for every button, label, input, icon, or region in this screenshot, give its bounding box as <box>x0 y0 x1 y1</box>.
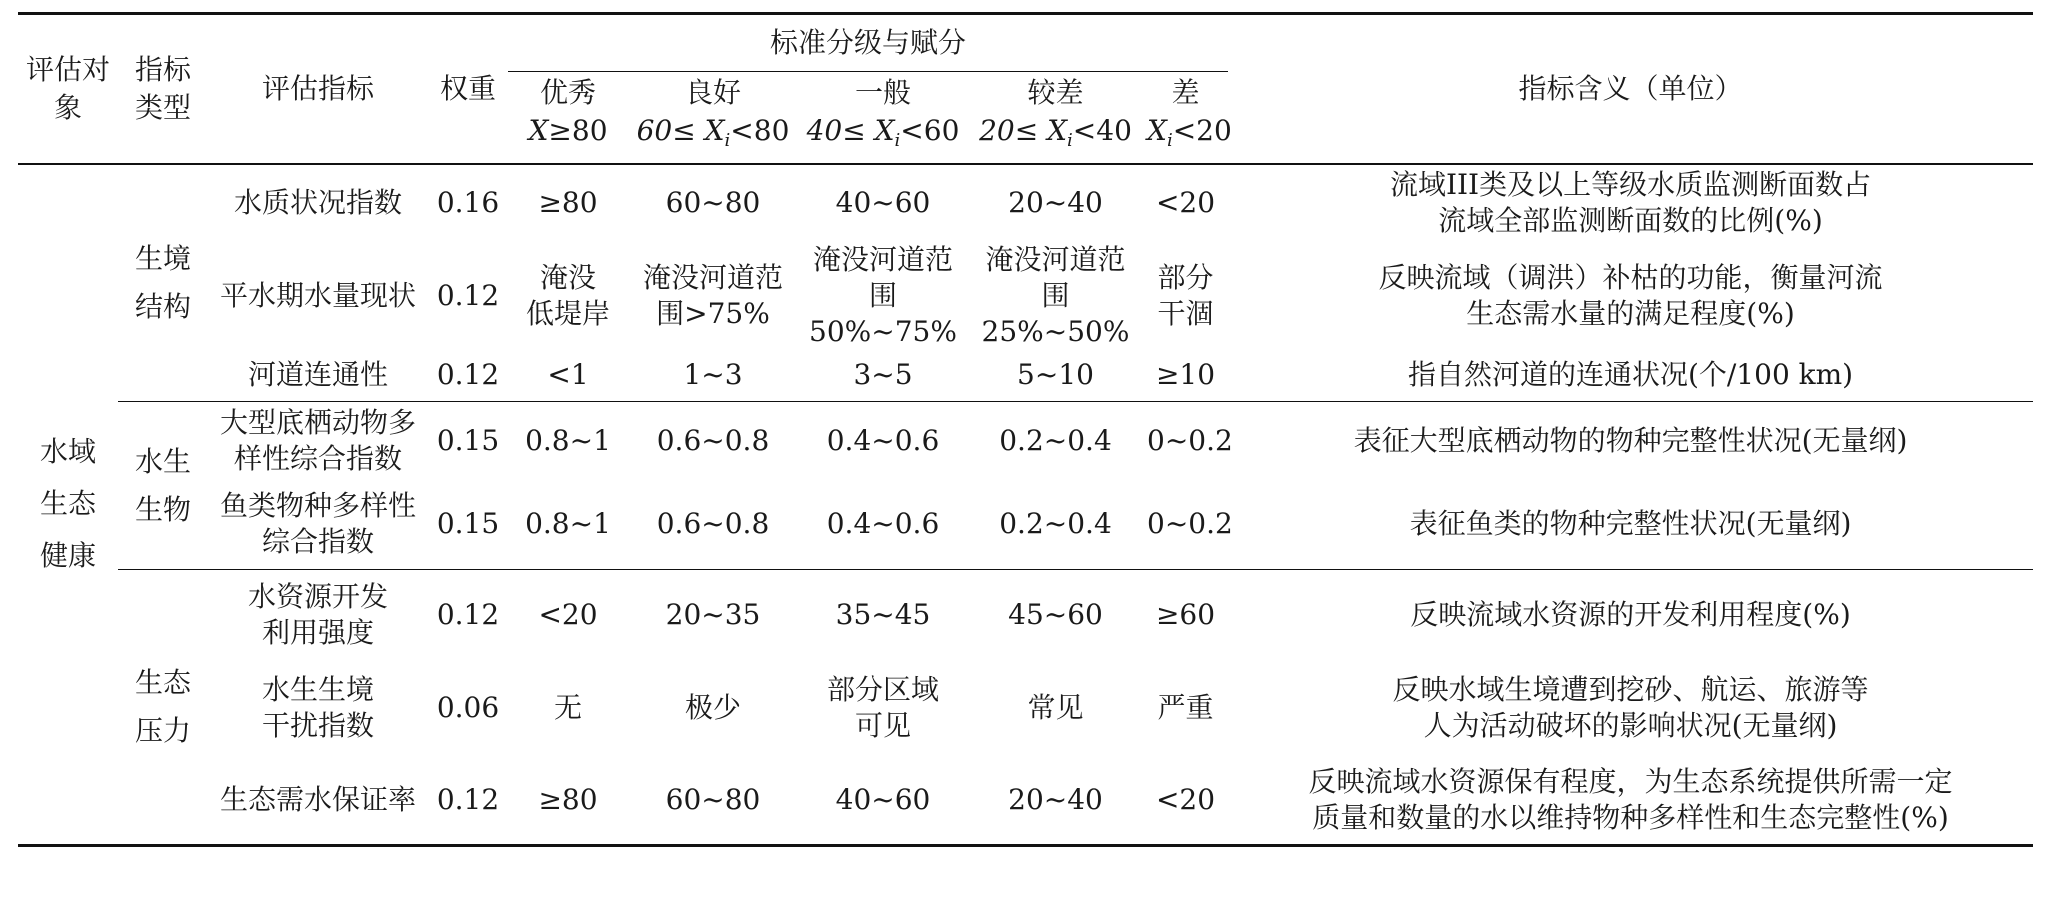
grade-value-cell: <20 <box>538 597 598 631</box>
grade-range-pre: X <box>1147 114 1167 148</box>
header-indicator: 评估指标 <box>261 71 374 105</box>
indicator-type-cell: 水生 生物 <box>134 444 191 526</box>
grade-value-cell: 淹没河道范 围>75% <box>642 260 783 330</box>
grade-range <box>802 112 964 160</box>
grade-range-pre: 40≤ X <box>806 114 895 148</box>
grade-value-cell: 0.6~0.8 <box>656 507 770 541</box>
grade-value-cell: 0.8~1 <box>525 507 611 541</box>
table-row <box>18 164 2033 242</box>
grade-value-cell: 40~60 <box>835 186 931 219</box>
grade-range-post: ≥80 <box>548 114 608 148</box>
table-row <box>18 350 2033 402</box>
grade-value-cell: 0.8~1 <box>525 423 611 457</box>
header-object: 评估对象 <box>25 52 110 124</box>
grade-range-pre: X <box>528 114 549 148</box>
header-meaning: 指标含义（单位） <box>1518 71 1743 105</box>
header-grade-0 <box>508 72 628 164</box>
meaning-cell: 反映流域（调洪）补枯的功能，衡量河流 生态需水量的满足程度(%) <box>1378 260 1883 330</box>
grade-value-cell: 5~10 <box>1017 358 1094 392</box>
weight-cell: 0.15 <box>436 507 500 541</box>
grade-value-cell: <20 <box>1155 186 1216 219</box>
indicator-cell: 生态需水保证率 <box>219 782 416 816</box>
header-weight: 权重 <box>439 71 496 105</box>
grade-value-cell: ≥80 <box>538 186 598 219</box>
grade-range-pre: 20≤ X <box>979 114 1068 148</box>
grade-value-cell: 无 <box>553 690 582 724</box>
grade-range <box>512 112 624 160</box>
grade-range-post: <60 <box>900 114 960 148</box>
indicator-cell: 水生生境 干扰指数 <box>261 672 374 742</box>
grade-value-cell: 0.6~0.8 <box>656 423 770 457</box>
grade-range-sub: i <box>894 130 901 152</box>
meaning-cell: 流域III类及以上等级水质监测断面数占 流域全部监测断面数的比例(%) <box>1389 168 1872 237</box>
indicator-table-container <box>18 12 2033 892</box>
grade-value-cell: 0~0.2 <box>1147 507 1233 541</box>
grade-value-cell: 常见 <box>1027 690 1084 724</box>
grade-range <box>972 112 1139 160</box>
indicator-type-cell: 生态 压力 <box>134 666 191 747</box>
grade-value-cell: 0.2~0.4 <box>999 507 1112 541</box>
grade-value-cell: 极少 <box>684 690 741 724</box>
meaning-cell: 反映流域水资源的开发利用程度(%) <box>1410 597 1851 631</box>
weight-cell: 0.15 <box>436 423 500 457</box>
grade-value-cell: ≥80 <box>538 782 598 816</box>
table-row <box>18 242 2033 350</box>
grade-value-cell: 60~80 <box>665 186 761 219</box>
grade-value-cell: ≥10 <box>1155 358 1216 392</box>
grade-value-cell: 0~0.2 <box>1147 423 1233 457</box>
grade-range-post: <80 <box>730 114 790 148</box>
header-type: 指标类型 <box>134 52 191 124</box>
indicator-type-cell: 生境 结构 <box>134 241 191 323</box>
grade-value-cell: 0.2~0.4 <box>999 423 1112 457</box>
grade-value-cell: 20~35 <box>665 597 761 631</box>
grade-value-cell: 淹没 低堤岸 <box>525 260 610 330</box>
grade-name: 优秀 <box>539 76 596 110</box>
indicator-cell: 水资源开发 利用强度 <box>247 579 388 649</box>
grade-range-sub: i <box>1067 130 1073 152</box>
grade-value-cell: 45~60 <box>1008 597 1103 631</box>
table-row <box>18 402 2033 480</box>
grade-range <box>632 112 794 160</box>
evaluation-indicator-table <box>18 12 2033 847</box>
grade-value-cell: 40~60 <box>835 782 931 816</box>
header-grade-3 <box>968 72 1143 164</box>
grade-value-cell: 20~40 <box>1008 186 1103 219</box>
weight-cell: 0.16 <box>436 186 500 219</box>
grade-value-cell: <1 <box>547 358 589 392</box>
weight-cell: 0.12 <box>436 597 500 631</box>
grade-value-cell: 0.4~0.6 <box>826 423 940 457</box>
meaning-cell: 反映流域水资源保有程度，为生态系统提供所需一定 质量和数量的水以维持物种多样性和生态完整性(%) <box>1308 764 1953 834</box>
weight-cell: 0.12 <box>436 782 500 816</box>
grade-value-cell: 部分 干涸 <box>1157 260 1214 330</box>
grade-range-sub: i <box>724 130 731 152</box>
grade-value-cell: 部分区域 可见 <box>826 672 939 742</box>
weight-cell: 0.12 <box>436 278 500 312</box>
meaning-cell: 表征大型底栖动物的物种完整性状况(无量纲) <box>1353 423 1908 457</box>
header-grading: 标准分级与赋分 <box>508 14 1228 72</box>
table-row <box>18 480 2033 570</box>
indicator-cell: 大型底栖动物多 样性综合指数 <box>219 405 416 475</box>
meaning-cell: 反映水域生境遭到挖砂、航运、旅游等 人为活动破坏的影响状况(无量纲) <box>1392 672 1869 742</box>
grade-name: 差 <box>1171 76 1200 110</box>
grade-value-cell: 3~5 <box>853 358 913 392</box>
grade-name: 良好 <box>684 76 741 110</box>
grade-value-cell: 20~40 <box>1008 782 1103 816</box>
grade-range-sub: i <box>1166 130 1173 152</box>
weight-cell: 0.12 <box>436 358 500 392</box>
table-row <box>18 756 2033 846</box>
grade-value-cell: 严重 <box>1157 690 1214 724</box>
grade-name: 较差 <box>1027 76 1084 110</box>
grade-value-cell: 淹没河道范 围25%~50% <box>981 242 1130 348</box>
meaning-cell: 指自然河道的连通状况(个/100 km) <box>1407 358 1854 392</box>
grade-value-cell: 1~3 <box>683 358 743 392</box>
meaning-cell: 表征鱼类的物种完整性状况(无量纲) <box>1409 507 1852 541</box>
grade-value-cell: ≥60 <box>1155 597 1216 631</box>
grade-range-pre: 60≤ X <box>636 114 725 148</box>
object-cell: 水域 生态 健康 <box>39 435 96 573</box>
header-grade-4 <box>1143 72 1232 164</box>
indicator-cell: 河道连通性 <box>247 358 388 392</box>
grade-range <box>1147 112 1232 160</box>
grade-value-cell: 0.4~0.6 <box>826 507 940 541</box>
indicator-cell: 平水期水量现状 <box>219 278 416 312</box>
header-grade-2 <box>798 72 968 164</box>
weight-cell: 0.06 <box>436 690 500 724</box>
indicator-cell: 水质状况指数 <box>233 186 402 219</box>
grade-value-cell: 60~80 <box>665 782 761 816</box>
grade-range-post: <40 <box>1072 114 1132 148</box>
grade-range-post: <20 <box>1172 114 1232 148</box>
table-row <box>18 570 2033 660</box>
grade-value-cell: 35~45 <box>835 597 931 631</box>
indicator-cell: 鱼类物种多样性 综合指数 <box>219 489 416 559</box>
table-row <box>18 660 2033 756</box>
grade-value-cell: <20 <box>1155 782 1216 816</box>
header-grade-1 <box>628 72 798 164</box>
grade-value-cell: 淹没河道范 围50%~75% <box>809 242 957 348</box>
grade-name: 一般 <box>854 76 911 110</box>
